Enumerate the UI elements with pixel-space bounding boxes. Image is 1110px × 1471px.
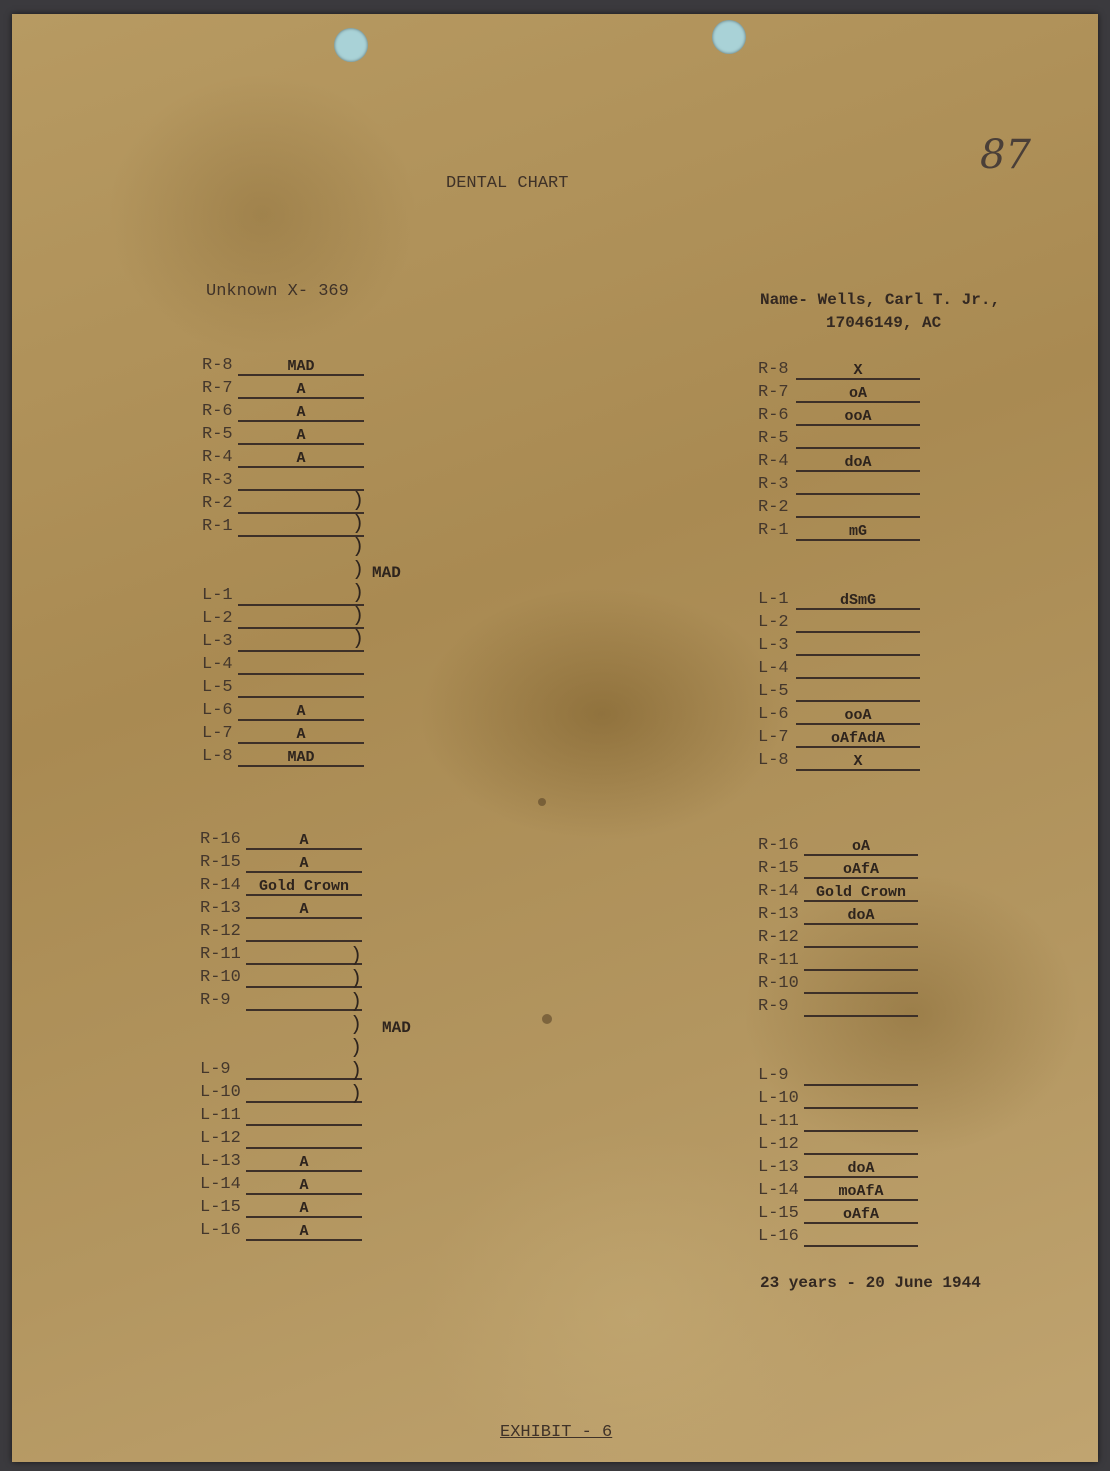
tooth-row: [758, 381, 920, 403]
tooth-label: R-3: [202, 471, 233, 490]
tooth-entry-line: [238, 696, 364, 698]
tooth-entry-line: [796, 631, 920, 633]
tooth-row: [758, 427, 920, 449]
tooth-label: L-12: [758, 1135, 799, 1154]
tooth-label: L-6: [758, 705, 789, 724]
tooth-label: L-1: [758, 590, 789, 609]
tooth-label: R-6: [758, 406, 789, 425]
tooth-entry-value: moAfA: [838, 1183, 884, 1200]
tooth-row: [202, 630, 364, 652]
tooth-label: L-13: [758, 1158, 799, 1177]
tooth-label: R-3: [758, 475, 789, 494]
mad-label-lower: MAD: [382, 1019, 411, 1037]
tooth-label: L-11: [200, 1106, 241, 1125]
tooth-row: [202, 423, 364, 445]
tooth-row: [758, 450, 920, 472]
tooth-entry-line: [238, 512, 364, 514]
tooth-entry-line: [238, 489, 364, 491]
tooth-entry-value: A: [296, 404, 306, 421]
tooth-label: L-2: [202, 609, 233, 628]
tooth-label: L-4: [758, 659, 789, 678]
tooth-row: [200, 828, 362, 850]
tooth-label: R-8: [758, 360, 789, 379]
tooth-entry-line: [796, 700, 920, 702]
tooth-entry-line: [246, 986, 362, 988]
tooth-label: R-11: [200, 945, 241, 964]
tooth-entry-line: [238, 535, 364, 537]
tooth-row: [758, 657, 920, 679]
tooth-entry-value: MAD: [287, 358, 315, 375]
tooth-entry-value: Gold Crown: [815, 884, 906, 901]
tooth-row: [200, 1219, 362, 1241]
tooth-row: [758, 1064, 918, 1086]
tooth-row: [200, 1127, 362, 1149]
tooth-label: L-6: [202, 701, 233, 720]
tooth-entry-line: [796, 654, 920, 656]
tooth-row: [758, 726, 920, 748]
tooth-label: L-14: [200, 1175, 241, 1194]
tooth-row: [758, 880, 918, 902]
tooth-row: [758, 834, 918, 856]
tooth-row: [200, 1104, 362, 1126]
tooth-entry-line: [238, 650, 364, 652]
tooth-entry-value: oAfA: [842, 1206, 879, 1223]
tooth-label: L-14: [758, 1181, 799, 1200]
tooth-entry-line: [238, 604, 364, 606]
punch-hole: [712, 20, 746, 54]
tooth-label: R-12: [200, 922, 241, 941]
tooth-entry-line: [246, 1078, 362, 1080]
tooth-label: R-13: [200, 899, 241, 918]
tooth-row: [202, 515, 364, 537]
tooth-label: R-10: [200, 968, 241, 987]
tooth-row: [200, 1150, 362, 1172]
tooth-row: [758, 1179, 918, 1201]
bracket-mark: ): [352, 559, 365, 582]
tooth-entry-value: oA: [851, 838, 870, 855]
tooth-row: [758, 1087, 918, 1109]
tooth-row: [202, 676, 364, 698]
tooth-entry-value: X: [853, 362, 863, 379]
age-and-date: 23 years - 20 June 1944: [760, 1274, 981, 1292]
tooth-row: [202, 745, 364, 767]
tooth-label: L-9: [758, 1066, 789, 1085]
exhibit-label: EXHIBIT - 6: [500, 1423, 613, 1442]
tooth-label: L-8: [202, 747, 233, 766]
tooth-entry-line: [796, 516, 920, 518]
tooth-row: [758, 1133, 918, 1155]
tooth-label: L-15: [200, 1198, 241, 1217]
tooth-row: [200, 1081, 363, 1106]
tooth-label: L-16: [758, 1227, 799, 1246]
tooth-row: [202, 377, 364, 399]
tooth-entry-line: [804, 946, 918, 948]
tooth-entry-value: Gold Crown: [258, 878, 349, 895]
tooth-entry-line: [238, 673, 364, 675]
tooth-row: [758, 588, 920, 610]
bracket-mark: ): [350, 1060, 363, 1083]
tooth-label: L-2: [758, 613, 789, 632]
tooth-label: R-6: [202, 402, 233, 421]
bracket-mark: ): [352, 513, 365, 536]
tooth-label: R-15: [200, 853, 241, 872]
tooth-label: R-4: [202, 448, 233, 467]
stain-spot: [542, 1014, 552, 1024]
tooth-label: R-15: [758, 859, 799, 878]
tooth-row: [758, 995, 918, 1017]
tooth-entry-value: dSmG: [839, 592, 876, 609]
tooth-entry-line: [804, 992, 918, 994]
tooth-entry-line: [804, 1084, 918, 1086]
tooth-row: [758, 926, 918, 948]
tooth-label: R-12: [758, 928, 799, 947]
tooth-row: [758, 611, 920, 633]
tooth-label: R-14: [758, 882, 799, 901]
tooth-entry-value: A: [299, 1223, 309, 1240]
tooth-label: L-3: [758, 636, 789, 655]
tooth-label: R-4: [758, 452, 789, 471]
tooth-row: [200, 1173, 362, 1195]
tooth-entry-value: A: [296, 726, 306, 743]
tooth-entry-value: ooA: [844, 707, 872, 724]
tooth-label: R-16: [758, 836, 799, 855]
tooth-label: L-8: [758, 751, 789, 770]
bracket-mark: ): [350, 1083, 363, 1106]
tooth-entry-line: [796, 447, 920, 449]
tooth-label: L-16: [200, 1221, 241, 1240]
tooth-label: L-5: [758, 682, 789, 701]
tooth-entry-line: [804, 1245, 918, 1247]
tooth-entry-line: [804, 1153, 918, 1155]
tooth-label: R-1: [758, 521, 789, 540]
tooth-label: L-12: [200, 1129, 241, 1148]
tooth-entry-line: [238, 627, 364, 629]
tooth-row: [202, 492, 364, 514]
tooth-label: L-1: [202, 586, 233, 605]
page-title: DENTAL CHART: [446, 174, 569, 193]
tooth-row: [202, 446, 364, 468]
tooth-row: [200, 920, 362, 942]
tooth-row: [202, 354, 364, 376]
tooth-row: [200, 897, 362, 919]
tooth-row: [758, 404, 920, 426]
right-chart-serial: 17046149, AC: [826, 314, 942, 332]
tooth-row: [200, 966, 363, 991]
tooth-row: [200, 874, 362, 896]
document-page: [12, 14, 1098, 1462]
tooth-label: R-5: [202, 425, 233, 444]
bracket-mark: ): [352, 582, 365, 605]
tooth-entry-value: A: [296, 450, 306, 467]
tooth-entry-value: doA: [847, 907, 875, 924]
tooth-label: L-11: [758, 1112, 799, 1131]
tooth-row: [202, 400, 364, 422]
tooth-row: [758, 358, 920, 380]
tooth-entry-value: A: [296, 381, 306, 398]
tooth-entry-line: [246, 1147, 362, 1149]
tooth-label: R-2: [202, 494, 233, 513]
tooth-entry-value: doA: [847, 1160, 875, 1177]
tooth-label: R-9: [200, 991, 231, 1010]
tooth-label: R-7: [202, 379, 233, 398]
tooth-row: [200, 989, 363, 1014]
bracket-mark: ): [350, 945, 363, 968]
tooth-label: R-5: [758, 429, 789, 448]
tooth-row: [758, 903, 918, 925]
tooth-entry-line: [246, 963, 362, 965]
punch-hole: [334, 28, 368, 62]
bracket-mark: ): [350, 1037, 363, 1060]
tooth-entry-line: [246, 1101, 362, 1103]
tooth-row: [758, 857, 918, 879]
bracket-mark: ): [352, 490, 365, 513]
tooth-row: [202, 722, 364, 744]
bracket-mark: ): [350, 991, 363, 1014]
tooth-entry-value: oAfAdA: [830, 730, 885, 747]
tooth-entry-value: oA: [848, 385, 867, 402]
tooth-row: [758, 1225, 918, 1247]
tooth-label: L-7: [758, 728, 789, 747]
tooth-label: L-4: [202, 655, 233, 674]
tooth-entry-line: [796, 493, 920, 495]
tooth-row: [758, 519, 920, 541]
tooth-entry-value: A: [299, 832, 309, 849]
tooth-entry-line: [246, 940, 362, 942]
tooth-row: [758, 680, 920, 702]
right-chart-name: Name- Wells, Carl T. Jr.,: [760, 291, 1001, 309]
tooth-row: [200, 851, 362, 873]
tooth-entry-value: A: [296, 427, 306, 444]
tooth-entry-value: A: [296, 703, 306, 720]
tooth-label: R-8: [202, 356, 233, 375]
page-number: 87: [980, 132, 1031, 178]
tooth-label: L-9: [200, 1060, 231, 1079]
tooth-label: L-7: [202, 724, 233, 743]
tooth-label: L-10: [758, 1089, 799, 1108]
tooth-entry-line: [804, 1107, 918, 1109]
tooth-row: [758, 1156, 918, 1178]
tooth-entry-line: [804, 1130, 918, 1132]
tooth-entry-line: [804, 1015, 918, 1017]
tooth-entry-line: [246, 1124, 362, 1126]
tooth-label: L-13: [200, 1152, 241, 1171]
tooth-row: [758, 749, 920, 771]
bracket-mark: ): [352, 605, 365, 628]
tooth-label: R-11: [758, 951, 799, 970]
tooth-entry-value: A: [299, 855, 309, 872]
tooth-label: R-10: [758, 974, 799, 993]
bracket-mark: ): [350, 1014, 363, 1037]
tooth-row: [758, 703, 920, 725]
tooth-row: [202, 653, 364, 675]
tooth-row: [202, 699, 364, 721]
tooth-entry-value: X: [853, 753, 863, 770]
tooth-entry-value: A: [299, 1200, 309, 1217]
tooth-entry-line: [796, 677, 920, 679]
tooth-row: [758, 496, 920, 518]
tooth-label: L-10: [200, 1083, 241, 1102]
tooth-label: R-2: [758, 498, 789, 517]
tooth-entry-value: MAD: [287, 749, 315, 766]
tooth-label: L-15: [758, 1204, 799, 1223]
tooth-row: [200, 1058, 363, 1083]
tooth-row: [202, 584, 364, 606]
tooth-row: [758, 972, 918, 994]
tooth-entry-value: A: [299, 1177, 309, 1194]
tooth-label: R-14: [200, 876, 241, 895]
bracket-mark: ): [352, 536, 365, 559]
tooth-row: [758, 473, 920, 495]
tooth-row: [200, 1196, 362, 1218]
tooth-entry-line: [246, 1009, 362, 1011]
left-chart-header: Unknown X- 369: [206, 282, 349, 301]
tooth-row: [200, 943, 363, 968]
tooth-entry-value: A: [299, 1154, 309, 1171]
tooth-entry-value: mG: [848, 523, 867, 540]
tooth-row: [202, 469, 364, 491]
tooth-entry-value: ooA: [844, 408, 872, 425]
tooth-entry-value: A: [299, 901, 309, 918]
tooth-label: R-1: [202, 517, 233, 536]
mad-label-upper: MAD: [372, 564, 401, 582]
tooth-row: [202, 607, 364, 629]
tooth-label: R-13: [758, 905, 799, 924]
tooth-label: L-5: [202, 678, 233, 697]
tooth-label: R-16: [200, 830, 241, 849]
bracket-mark: ): [350, 968, 363, 991]
tooth-label: R-9: [758, 997, 789, 1016]
stain-spot: [538, 798, 546, 806]
bracket-mark: ): [352, 628, 365, 651]
tooth-entry-value: doA: [844, 454, 872, 471]
tooth-row: [758, 1110, 918, 1132]
tooth-row: [758, 634, 920, 656]
tooth-entry-line: [804, 969, 918, 971]
tooth-row: [758, 949, 918, 971]
tooth-row: [758, 1202, 918, 1224]
tooth-label: R-7: [758, 383, 789, 402]
tooth-label: L-3: [202, 632, 233, 651]
tooth-entry-value: oAfA: [842, 861, 879, 878]
